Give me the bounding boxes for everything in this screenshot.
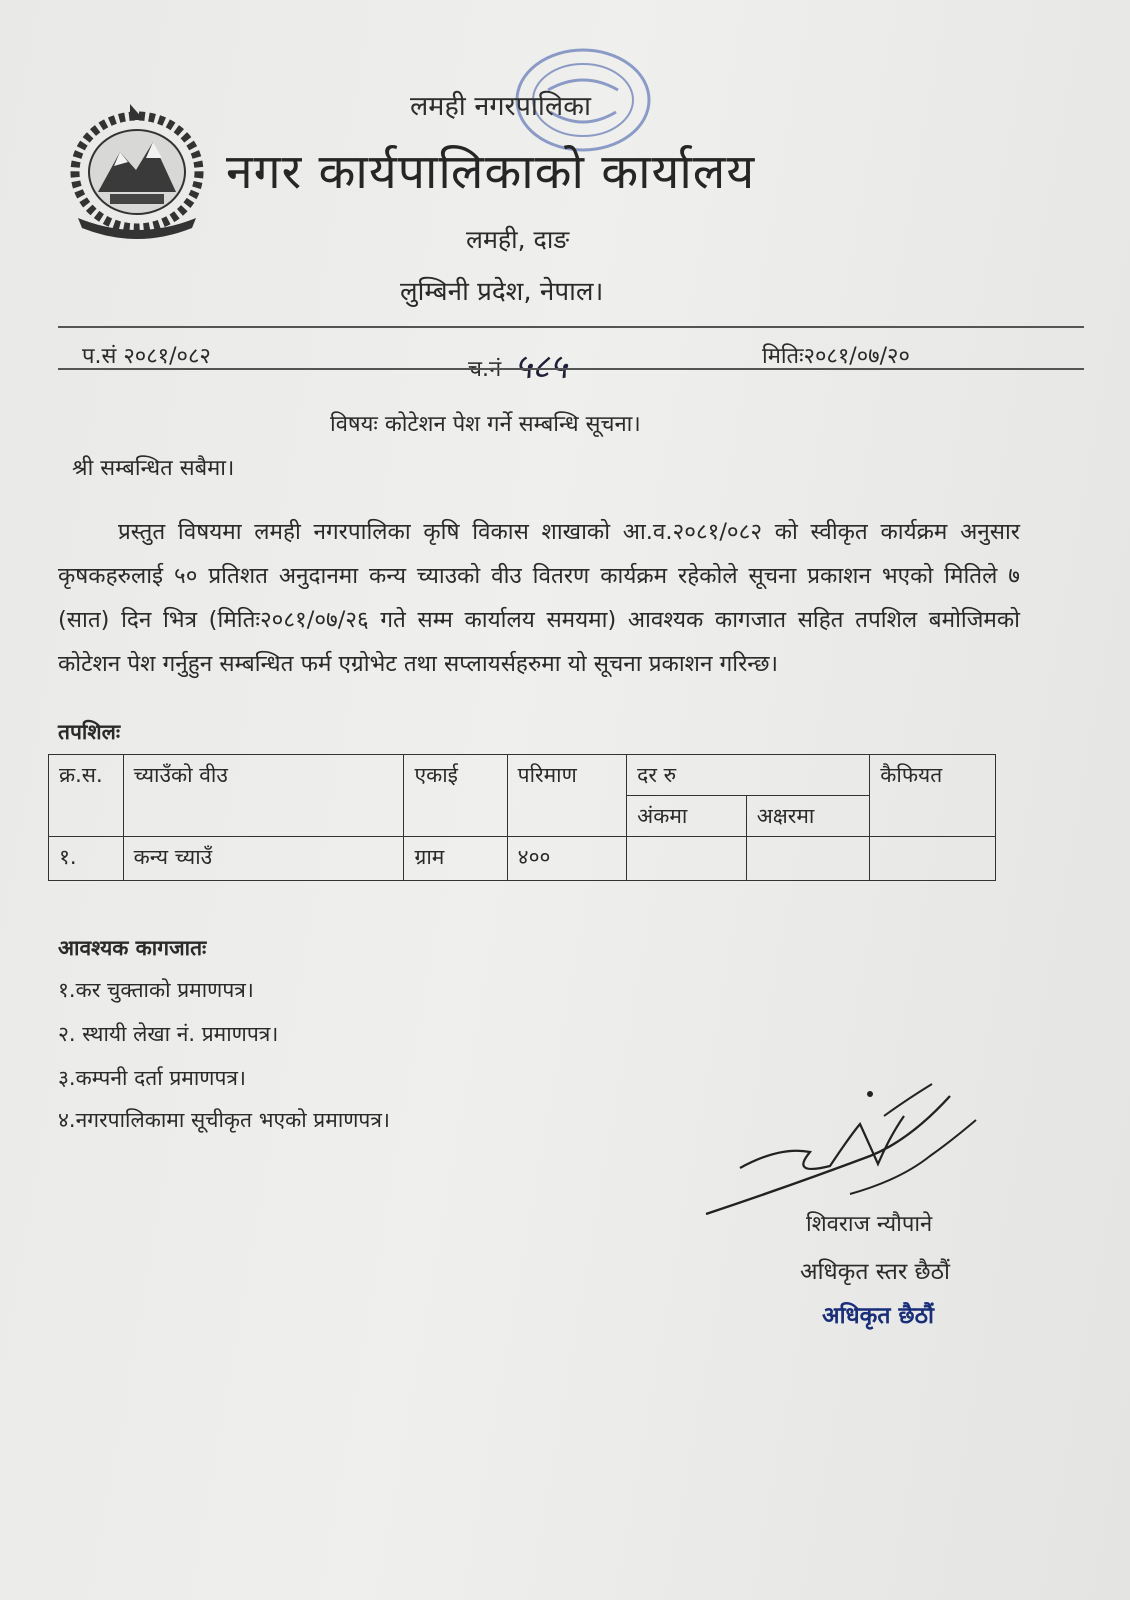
- col-header-sn: क्र.स.: [49, 755, 124, 837]
- col-header-unit: एकाई: [404, 755, 507, 837]
- header-divider-bottom: [58, 368, 1084, 370]
- signatory-title: अधिकृत स्तर छैठौं: [800, 1259, 950, 1285]
- municipality-name: लमही नगरपालिका: [410, 91, 591, 122]
- col-header-rate-figures: अंकमा: [627, 796, 747, 837]
- table-header-row: [49, 755, 996, 796]
- salutation: श्री सम्बन्धित सबैमा।: [72, 456, 235, 481]
- document-item: ३.कम्पनी दर्ता प्रमाणपत्र।: [58, 1066, 246, 1090]
- dispatch-number: ५८५: [514, 347, 568, 387]
- office-location: लमही, दाङ: [466, 225, 570, 254]
- office-title: नगर कार्यपालिकाको कार्यालय: [226, 144, 756, 200]
- cell-item: कन्य च्याउँ: [123, 837, 404, 881]
- cell-rate-figures: [627, 837, 747, 881]
- handwritten-signature-icon: [700, 1076, 1000, 1226]
- notice-body: प्रस्तुत विषयमा लमही नगरपालिका कृषि विकास शाखाको आ.व.२०८१/०८२ को स्वीकृत कार्यक्रम अनुसार कृषकहरुलाई ५० प्रतिशत अनुदानमा कन्य च्याउको वीउ वितरण कार्यक्रम रहेकोले सूचना प्रकाशन भएको मितिले ७ (सात) दिन भित्र (मितिः२०८१/०७/२६ गते सम्म कार्यालय समयमा) आवश्यक कागजात सहित तपशिल बमोजिमको कोटेशन पेश गर्नुहुन सम्बन्धित फर्म एग्रोभेट तथा सप्लायर्सहरुमा यो सूचना प्रकाशन गरिन्छ।: [58, 519, 1020, 677]
- col-header-rate: दर रु: [627, 755, 870, 796]
- table-row: [49, 837, 996, 881]
- cell-remarks: [870, 837, 996, 881]
- header-divider-top: [58, 326, 1084, 328]
- notice-date: मितिः२०८१/०७/२०: [762, 344, 910, 369]
- cell-unit: ग्राम: [404, 837, 507, 881]
- fiscal-year: प.सं २०८१/०८२: [82, 344, 211, 369]
- dispatch-number-field: [468, 340, 567, 386]
- signatory-stamp: अधिकृत छैठौं: [822, 1303, 934, 1329]
- quotation-table: [48, 754, 996, 881]
- document-item: २. स्थायी लेखा नं. प्रमाणपत्र।: [58, 1022, 279, 1046]
- signatory-name: शिवराज न्यौपाने: [806, 1212, 933, 1237]
- dispatch-label: च.नं: [468, 357, 502, 382]
- notice-subject: विषयः कोटेशन पेश गर्ने सम्बन्धि सूचना।: [330, 412, 641, 437]
- col-header-remarks: कैफियत: [870, 755, 996, 837]
- document-item: १.कर चुक्ताको प्रमाणपत्र।: [58, 978, 254, 1002]
- cell-rate-words: [746, 837, 870, 881]
- col-header-quantity: परिमाण: [507, 755, 627, 837]
- col-header-item: च्याउँको वीउ: [123, 755, 404, 837]
- office-province: लुम्बिनी प्रदेश, नेपाल।: [400, 277, 604, 307]
- col-header-rate-words: अक्षरमा: [746, 796, 870, 837]
- cell-quantity: ४००: [507, 837, 627, 881]
- details-label: तपशिलः: [58, 720, 121, 744]
- documents-label: आवश्यक कागजातः: [58, 936, 207, 960]
- document-item: ४.नगरपालिकामा सूचीकृत भएको प्रमाणपत्र।: [58, 1108, 390, 1132]
- cell-sn: १.: [49, 837, 124, 881]
- nepal-emblem-icon: [58, 100, 216, 240]
